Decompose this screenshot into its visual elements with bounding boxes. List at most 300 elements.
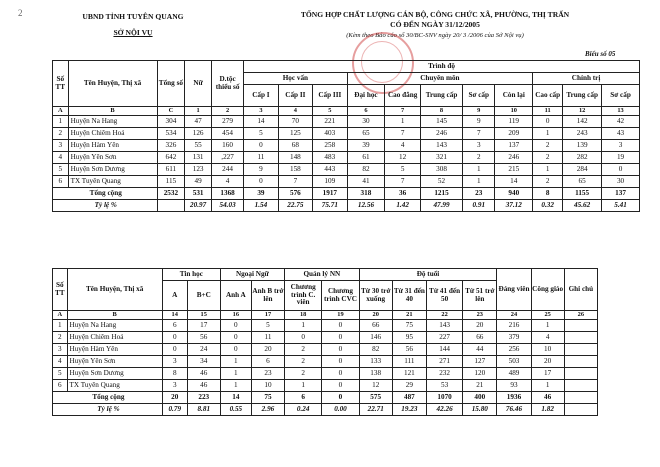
col-ct-trungcap: Trung cấp bbox=[563, 85, 602, 107]
cell: 2532 bbox=[157, 188, 185, 200]
cell: 0 bbox=[533, 116, 563, 128]
cell: 148 bbox=[278, 152, 312, 164]
cell: 131 bbox=[185, 152, 212, 164]
cell: 126 bbox=[185, 128, 212, 140]
colnum: 20 bbox=[359, 311, 392, 320]
cell: 30 bbox=[602, 176, 640, 188]
colnum: A bbox=[53, 311, 68, 320]
cell: 109 bbox=[313, 176, 347, 188]
org-header bbox=[58, 12, 208, 37]
cell: 12 bbox=[385, 152, 421, 164]
cell: 8 bbox=[533, 188, 563, 200]
cell: 531 bbox=[185, 188, 212, 200]
district-name: Huyện Chiêm Hoá bbox=[67, 332, 162, 344]
cell: 7 bbox=[463, 128, 495, 140]
cell: 68 bbox=[278, 140, 312, 152]
group-tinhoc: Tin học bbox=[162, 269, 220, 281]
cell: 10 bbox=[251, 380, 284, 392]
col-cap3: Cấp III bbox=[313, 85, 347, 107]
cell: 24 bbox=[187, 344, 220, 356]
cell: 243 bbox=[563, 128, 602, 140]
cell: 139 bbox=[563, 140, 602, 152]
colnum: 4 bbox=[278, 107, 312, 116]
cell: 20 bbox=[531, 356, 564, 368]
cell: 42.26 bbox=[426, 404, 462, 416]
table-row bbox=[53, 344, 598, 356]
cell: 1368 bbox=[211, 188, 243, 200]
cell: 14 bbox=[495, 176, 533, 188]
colnum: 15 bbox=[187, 311, 220, 320]
district-name: Huyện Sơn Dương bbox=[67, 368, 162, 380]
cell: 0.00 bbox=[322, 404, 359, 416]
cell: 43 bbox=[602, 128, 640, 140]
cell bbox=[564, 404, 597, 416]
cell: 2 bbox=[533, 176, 563, 188]
cell: 56 bbox=[392, 344, 426, 356]
cell: 47 bbox=[185, 116, 212, 128]
cell: 1.82 bbox=[531, 404, 564, 416]
col-age-41-50: Từ 41 đến 50 bbox=[426, 281, 462, 311]
cell: 4 bbox=[53, 152, 69, 164]
cell: 15.80 bbox=[463, 404, 497, 416]
cell: 642 bbox=[157, 152, 185, 164]
cell: 379 bbox=[497, 332, 531, 344]
colnum: 17 bbox=[251, 311, 284, 320]
cell: 1 bbox=[463, 164, 495, 176]
cell: 7 bbox=[385, 128, 421, 140]
cell: 19.23 bbox=[392, 404, 426, 416]
cell: 29 bbox=[392, 380, 426, 392]
cell: 1 bbox=[220, 368, 251, 380]
cell: 6 bbox=[285, 392, 322, 404]
col-total: Tổng số bbox=[157, 61, 185, 107]
col-tinhoc-bc: B+C bbox=[187, 281, 220, 311]
cell: 321 bbox=[420, 152, 462, 164]
form-number: Biểu số 05 bbox=[585, 50, 616, 58]
colnum: 26 bbox=[564, 311, 597, 320]
percent-row bbox=[53, 404, 598, 416]
cell: 36 bbox=[385, 188, 421, 200]
cell: 215 bbox=[495, 164, 533, 176]
table-row bbox=[53, 332, 598, 344]
cell: 232 bbox=[426, 368, 462, 380]
cell: 65 bbox=[563, 176, 602, 188]
col-age-31-40: Từ 31 đến 40 bbox=[392, 281, 426, 311]
table-row bbox=[53, 368, 598, 380]
group-qlnn: Quản lý NN bbox=[285, 269, 360, 281]
cell: 5.41 bbox=[602, 200, 640, 212]
colnum: 8 bbox=[420, 107, 462, 116]
cell: 75 bbox=[251, 392, 284, 404]
cell: 5 bbox=[53, 164, 69, 176]
cell: 0 bbox=[322, 368, 359, 380]
table-row bbox=[53, 152, 640, 164]
cell: 940 bbox=[495, 188, 533, 200]
cell: 576 bbox=[278, 188, 312, 200]
cell: 39 bbox=[244, 188, 278, 200]
col-socap: Sơ cấp bbox=[463, 85, 495, 107]
district-name: Huyện Hàm Yên bbox=[68, 140, 157, 152]
colnum: 13 bbox=[602, 107, 640, 116]
cell: 39 bbox=[347, 140, 385, 152]
cell: 2 bbox=[53, 128, 69, 140]
cell: 142 bbox=[563, 116, 602, 128]
cell: 70 bbox=[278, 116, 312, 128]
cell: 4 bbox=[211, 176, 243, 188]
cell: 326 bbox=[157, 140, 185, 152]
col-ghichu: Ghi chú bbox=[564, 269, 597, 311]
cell: 400 bbox=[463, 392, 497, 404]
cell: 1 bbox=[53, 320, 68, 332]
cell: 443 bbox=[313, 164, 347, 176]
cell: 137 bbox=[602, 188, 640, 200]
cell: 82 bbox=[347, 164, 385, 176]
cell: 75.71 bbox=[313, 200, 347, 212]
colnum: 1 bbox=[185, 107, 212, 116]
colnum: 24 bbox=[497, 311, 531, 320]
cell: 95 bbox=[392, 332, 426, 344]
district-name: Huyện Na Hang bbox=[68, 116, 157, 128]
col-stt: Số TT bbox=[53, 269, 68, 311]
column-number-row bbox=[53, 107, 640, 116]
colnum: 23 bbox=[463, 311, 497, 320]
cell: 22.71 bbox=[359, 404, 392, 416]
cell: 0 bbox=[220, 332, 251, 344]
cell: 1155 bbox=[563, 188, 602, 200]
cell: 44 bbox=[463, 344, 497, 356]
cell: 160 bbox=[211, 140, 243, 152]
cell: 20.97 bbox=[185, 200, 212, 212]
cell: 30 bbox=[347, 116, 385, 128]
cell: 115 bbox=[157, 176, 185, 188]
cell: 17 bbox=[531, 368, 564, 380]
colnum: 16 bbox=[220, 311, 251, 320]
cell: 5 bbox=[53, 368, 68, 380]
percent-row bbox=[53, 200, 640, 212]
cell: 4 bbox=[531, 332, 564, 344]
district-name: Huyện Na Hang bbox=[67, 320, 162, 332]
col-trungcap: Trung cấp bbox=[420, 85, 462, 107]
district-name: Huyện Yên Sơn bbox=[67, 356, 162, 368]
col-name: Tên Huyện, Thị xã bbox=[68, 61, 157, 107]
cell: 271 bbox=[426, 356, 462, 368]
cell: 1215 bbox=[420, 188, 462, 200]
cell: 1 bbox=[285, 380, 322, 392]
col-name: Tên Huyện, Thị xã bbox=[67, 269, 162, 311]
cell: 0 bbox=[244, 176, 278, 188]
col-ct-caocap: Cao cấp bbox=[533, 85, 563, 107]
cell: 82 bbox=[359, 344, 392, 356]
cell: 46 bbox=[187, 368, 220, 380]
cell: 489 bbox=[497, 368, 531, 380]
cell: 1 bbox=[531, 320, 564, 332]
cell: 6 bbox=[162, 320, 187, 332]
cell: 0 bbox=[322, 392, 359, 404]
cell: 3 bbox=[162, 380, 187, 392]
cell: 23 bbox=[463, 188, 495, 200]
cell: 47.99 bbox=[420, 200, 462, 212]
total-label: Tổng cộng bbox=[53, 392, 163, 404]
cell: 0.55 bbox=[220, 404, 251, 416]
cell: 52 bbox=[420, 176, 462, 188]
group-dotuoi: Độ tuổi bbox=[359, 269, 497, 281]
cell: 0 bbox=[285, 332, 322, 344]
cell: 19 bbox=[602, 152, 640, 164]
cell: 14 bbox=[220, 392, 251, 404]
cell: 3 bbox=[463, 140, 495, 152]
cell: ,227 bbox=[211, 152, 243, 164]
cell: 0 bbox=[322, 344, 359, 356]
cell: 54.03 bbox=[211, 200, 243, 212]
cell: 256 bbox=[497, 344, 531, 356]
cell: 12 bbox=[359, 380, 392, 392]
quality-table-2 bbox=[52, 268, 598, 416]
cell: 2.96 bbox=[251, 404, 284, 416]
cell: 318 bbox=[347, 188, 385, 200]
cell bbox=[564, 320, 597, 332]
cell: 0 bbox=[322, 356, 359, 368]
cell: 0.91 bbox=[463, 200, 495, 212]
colnum: 3 bbox=[244, 107, 278, 116]
cell: 42 bbox=[602, 116, 640, 128]
cell: 11 bbox=[251, 332, 284, 344]
doc-note: (Kèm theo Báo cáo số 30/BC-SNV ngày 20/ 3 /2006 của Sở Nội vụ) bbox=[346, 32, 524, 39]
cell: 284 bbox=[563, 164, 602, 176]
cell: 5 bbox=[251, 320, 284, 332]
cell: 2 bbox=[285, 356, 322, 368]
table-row bbox=[53, 380, 598, 392]
cell: 1070 bbox=[426, 392, 462, 404]
cell: 0.24 bbox=[285, 404, 322, 416]
table-row bbox=[53, 356, 598, 368]
cell: 14 bbox=[244, 116, 278, 128]
colnum: 14 bbox=[162, 311, 187, 320]
table-row bbox=[53, 116, 640, 128]
table-row bbox=[53, 164, 640, 176]
cell: 45.62 bbox=[563, 200, 602, 212]
cell: 9 bbox=[244, 164, 278, 176]
org-name: UBND TỈNH TUYÊN QUANG bbox=[82, 12, 184, 21]
cell: 575 bbox=[359, 392, 392, 404]
cell: 483 bbox=[313, 152, 347, 164]
cell: 46 bbox=[531, 392, 564, 404]
cell: 1 bbox=[220, 356, 251, 368]
cell: 0 bbox=[220, 320, 251, 332]
cell: 7 bbox=[385, 176, 421, 188]
cell: 611 bbox=[157, 164, 185, 176]
cell: 41 bbox=[347, 176, 385, 188]
cell bbox=[564, 380, 597, 392]
cell: 2 bbox=[53, 332, 68, 344]
cell: 304 bbox=[157, 116, 185, 128]
cell: 56 bbox=[187, 332, 220, 344]
cell: 534 bbox=[157, 128, 185, 140]
colnum: C bbox=[157, 107, 185, 116]
cell: 11 bbox=[244, 152, 278, 164]
quality-table-1 bbox=[52, 60, 640, 212]
cell: 209 bbox=[495, 128, 533, 140]
cell: 0.32 bbox=[533, 200, 563, 212]
cell: 4 bbox=[385, 140, 421, 152]
col-stt: Số TT bbox=[53, 61, 69, 107]
group-chinhtri: Chính trị bbox=[533, 73, 640, 85]
col-ethnic: D.tộc thiểu số bbox=[211, 61, 243, 107]
cell: 75 bbox=[392, 320, 426, 332]
col-conlai: Còn lại bbox=[495, 85, 533, 107]
cell bbox=[157, 200, 185, 212]
district-name: TX Tuyên Quang bbox=[67, 380, 162, 392]
page-corner-mark: 2 bbox=[18, 8, 23, 18]
cell: 0 bbox=[162, 344, 187, 356]
total-label: Tổng cộng bbox=[53, 188, 158, 200]
cell: 6 bbox=[53, 176, 69, 188]
cell: 0 bbox=[322, 380, 359, 392]
cell: 2 bbox=[463, 152, 495, 164]
cell: 66 bbox=[359, 320, 392, 332]
cell: 1 bbox=[463, 176, 495, 188]
cell: 503 bbox=[497, 356, 531, 368]
cell: 3 bbox=[53, 140, 69, 152]
cell: 55 bbox=[185, 140, 212, 152]
cell: 0 bbox=[322, 320, 359, 332]
district-name: Huyện Chiêm Hoá bbox=[68, 128, 157, 140]
total-row bbox=[53, 188, 640, 200]
cell: 0 bbox=[220, 344, 251, 356]
cell: 158 bbox=[278, 164, 312, 176]
cell: 1 bbox=[533, 164, 563, 176]
col-age-51: Từ 51 trở lên bbox=[463, 281, 497, 311]
cell bbox=[564, 344, 597, 356]
doc-title-block bbox=[230, 10, 640, 39]
col-caodang: Cao đẳng bbox=[385, 85, 421, 107]
cell: 1 bbox=[531, 380, 564, 392]
colnum: 19 bbox=[322, 311, 359, 320]
cell: 146 bbox=[359, 332, 392, 344]
cell: 0 bbox=[162, 332, 187, 344]
cell: 279 bbox=[211, 116, 243, 128]
cell: 1 bbox=[385, 116, 421, 128]
colnum: 2 bbox=[211, 107, 243, 116]
table-row bbox=[53, 128, 640, 140]
cell: 20 bbox=[463, 320, 497, 332]
cell: 2 bbox=[533, 140, 563, 152]
cell: 5 bbox=[385, 164, 421, 176]
colnum: 25 bbox=[531, 311, 564, 320]
cell: 246 bbox=[495, 152, 533, 164]
table-row bbox=[53, 320, 598, 332]
colnum: 6 bbox=[347, 107, 385, 116]
cell: 0.79 bbox=[162, 404, 187, 416]
cell: 111 bbox=[392, 356, 426, 368]
cell: 487 bbox=[392, 392, 426, 404]
cell: 223 bbox=[187, 392, 220, 404]
total-row bbox=[53, 392, 598, 404]
cell: 2 bbox=[285, 368, 322, 380]
cell: 282 bbox=[563, 152, 602, 164]
col-daihoc: Đại học bbox=[347, 85, 385, 107]
cell: 17 bbox=[187, 320, 220, 332]
colnum: 21 bbox=[392, 311, 426, 320]
percent-label: Tỷ lệ % bbox=[53, 200, 158, 212]
cell: 137 bbox=[495, 140, 533, 152]
cell: 0 bbox=[322, 332, 359, 344]
cell: 10 bbox=[531, 344, 564, 356]
cell: 221 bbox=[313, 116, 347, 128]
col-dangvien: Đảng viên bbox=[497, 269, 531, 311]
cell: 1936 bbox=[497, 392, 531, 404]
cell bbox=[564, 332, 597, 344]
group-ngoaingu: Ngoại Ngữ bbox=[220, 269, 284, 281]
district-name: TX Tuyên Quang bbox=[68, 176, 157, 188]
cell: 1 bbox=[53, 116, 69, 128]
cell: 143 bbox=[420, 140, 462, 152]
cell: 93 bbox=[497, 380, 531, 392]
cell: 133 bbox=[359, 356, 392, 368]
cell: 145 bbox=[420, 116, 462, 128]
col-cap1: Cấp I bbox=[244, 85, 278, 107]
col-qlnn-cv: Chương trình C. viên bbox=[285, 281, 322, 311]
percent-label: Tỷ lệ % bbox=[53, 404, 163, 416]
col-anh-a: Anh A bbox=[220, 281, 251, 311]
column-number-row bbox=[53, 311, 598, 320]
cell: 7 bbox=[278, 176, 312, 188]
cell bbox=[564, 392, 597, 404]
dept-name: SỞ NỘI VỤ bbox=[113, 28, 153, 37]
cell bbox=[564, 368, 597, 380]
col-cap2: Cấp II bbox=[278, 85, 312, 107]
colnum: B bbox=[67, 311, 162, 320]
colnum: 12 bbox=[563, 107, 602, 116]
colnum: 22 bbox=[426, 311, 462, 320]
cell: 53 bbox=[426, 380, 462, 392]
cell: 0 bbox=[244, 140, 278, 152]
cell: 216 bbox=[497, 320, 531, 332]
cell: 454 bbox=[211, 128, 243, 140]
doc-date: CÓ ĐẾN NGÀY 31/12/2005 bbox=[390, 20, 480, 29]
cell: 76.46 bbox=[497, 404, 531, 416]
colnum: B bbox=[68, 107, 157, 116]
cell: 120 bbox=[463, 368, 497, 380]
cell: 3 bbox=[602, 140, 640, 152]
cell: 9 bbox=[463, 116, 495, 128]
district-name: Huyện Hàm Yên bbox=[67, 344, 162, 356]
colnum: 9 bbox=[463, 107, 495, 116]
cell: 119 bbox=[495, 116, 533, 128]
cell: 121 bbox=[392, 368, 426, 380]
group-chuyenmon: Chuyên môn bbox=[347, 73, 533, 85]
cell: 3 bbox=[53, 344, 68, 356]
colnum: A bbox=[53, 107, 69, 116]
col-ct-socap: Sơ cấp bbox=[602, 85, 640, 107]
cell: 12.56 bbox=[347, 200, 385, 212]
colnum: 11 bbox=[533, 107, 563, 116]
cell: 227 bbox=[426, 332, 462, 344]
cell: 308 bbox=[420, 164, 462, 176]
col-anh-b: Anh B trở lên bbox=[251, 281, 284, 311]
cell: 127 bbox=[463, 356, 497, 368]
colnum: 18 bbox=[285, 311, 322, 320]
cell: 20 bbox=[162, 392, 187, 404]
cell: 1 bbox=[285, 320, 322, 332]
cell: 244 bbox=[211, 164, 243, 176]
cell: 138 bbox=[359, 368, 392, 380]
table-row bbox=[53, 140, 640, 152]
cell: 3 bbox=[162, 356, 187, 368]
cell: 2 bbox=[533, 152, 563, 164]
cell bbox=[564, 356, 597, 368]
colnum: 5 bbox=[313, 107, 347, 116]
cell: 1 bbox=[220, 380, 251, 392]
